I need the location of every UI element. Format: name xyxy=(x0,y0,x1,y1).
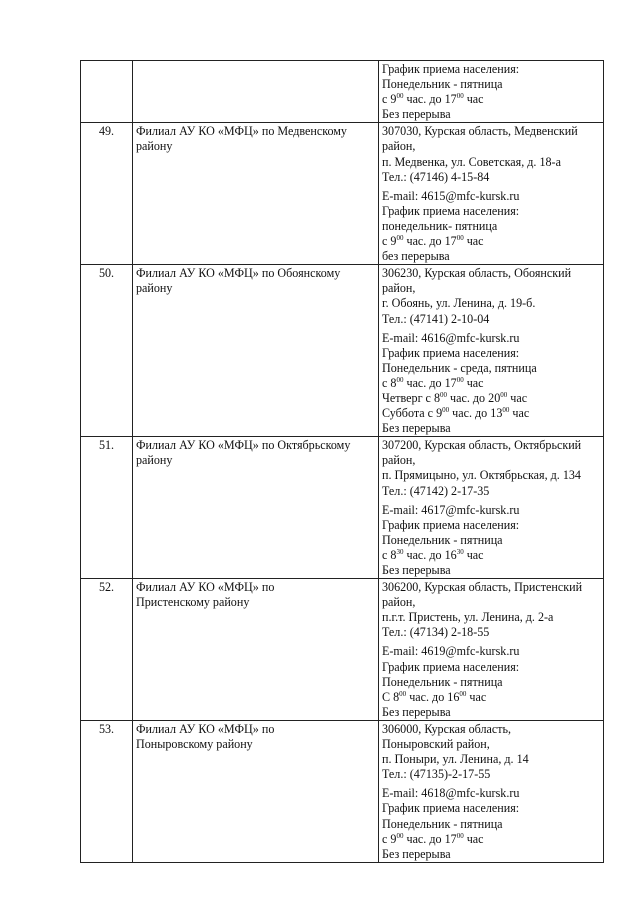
extra-to-h: 13 xyxy=(490,406,503,421)
hours-from-m: 00 xyxy=(399,689,407,698)
branch-name: Филиал АУ КО «МФЦ» по Обоянскому району xyxy=(136,266,341,296)
row-number: 50. xyxy=(98,266,115,281)
schedule-hours xyxy=(382,690,600,705)
table-row xyxy=(81,720,604,862)
address-line-3: п. Прямицыно, ул. Октябрьская, д. 134 xyxy=(382,468,581,483)
extra-end: час xyxy=(510,390,528,405)
hours-from-h: 9 xyxy=(390,92,397,107)
branch-contacts-cell xyxy=(379,579,604,721)
row-number: 53. xyxy=(98,721,115,736)
schedule-hours xyxy=(382,832,600,847)
hours-from-h: 8 xyxy=(393,689,400,704)
hours-prefix: с xyxy=(382,92,388,107)
hours-from-h: 9 xyxy=(390,831,397,846)
extra-from-h: 8 xyxy=(433,390,440,405)
address-line-3: п.г.т. Пристень, ул. Ленина, д. 2-а xyxy=(382,610,554,625)
address-line-2: район, xyxy=(382,139,416,154)
hours-from-m: 00 xyxy=(396,375,404,384)
branch-name-cell xyxy=(133,579,379,721)
schedule-label: График приема населения: xyxy=(382,62,520,76)
row-number: 49. xyxy=(98,124,115,139)
branch-name: Филиал АУ КО «МФЦ» по Поныровскому району xyxy=(136,721,275,752)
email: E-mail: 4615@mfc-kursk.ru xyxy=(382,188,520,203)
schedule-days: Понедельник - среда, пятница xyxy=(382,360,537,375)
row-number-cell xyxy=(81,720,133,862)
row-number-cell xyxy=(81,579,133,721)
address-line-2: район, xyxy=(382,595,416,610)
hours-mid: час. до xyxy=(406,831,442,846)
table-row xyxy=(81,265,604,437)
table-row xyxy=(81,61,604,123)
hours-to-h: 17 xyxy=(444,234,457,249)
hours-from-h: 8 xyxy=(390,547,397,562)
hours-end: час xyxy=(466,375,484,390)
schedule-break: Без перерыва xyxy=(382,704,451,719)
hours-to-h: 17 xyxy=(444,92,457,107)
branch-name-cell xyxy=(133,720,379,862)
phone: Тел.: (47134) 2-18-55 xyxy=(382,625,490,640)
hours-to-h: 16 xyxy=(444,547,457,562)
hours-end: час xyxy=(466,92,484,107)
branch-name: Филиал АУ КО «МФЦ» по Медвенскому району xyxy=(136,124,347,154)
branch-name-cell xyxy=(133,61,379,123)
hours-end: час xyxy=(466,831,484,846)
address-line-2: Поныровский район, xyxy=(382,737,490,752)
hours-from-h: 9 xyxy=(390,234,397,249)
schedule-days: Понедельник - пятница xyxy=(382,674,503,689)
hours-prefix: с xyxy=(382,547,388,562)
hours-mid: час. до xyxy=(406,234,442,249)
address-line-3: п. Медвенка, ул. Советская, д. 18-а xyxy=(382,154,561,169)
extra-from-m: 00 xyxy=(442,406,450,415)
schedule-hours xyxy=(382,548,600,563)
address-line-1: 306230, Курская область, Обоянский xyxy=(382,266,572,281)
address-line-1: 306200, Курская область, Пристенский xyxy=(382,580,583,595)
table-row xyxy=(81,579,604,721)
row-number-cell xyxy=(81,61,133,123)
branch-contacts-cell xyxy=(379,265,604,437)
table-body xyxy=(81,61,604,863)
schedule-label: График приема населения: xyxy=(382,659,520,674)
row-number-cell xyxy=(81,123,133,265)
branch-name-cell xyxy=(133,123,379,265)
hours-from-m: 00 xyxy=(396,234,404,243)
hours-end: час xyxy=(469,689,487,704)
hours-to-m: 00 xyxy=(456,92,464,101)
schedule-break: Без перерыва xyxy=(382,421,451,436)
hours-to-h: 16 xyxy=(447,689,460,704)
email: E-mail: 4617@mfc-kursk.ru xyxy=(382,502,520,517)
hours-to-m: 00 xyxy=(456,234,464,243)
hours-end: час xyxy=(466,547,484,562)
hours-mid: час. до xyxy=(406,547,442,562)
hours-to-m: 00 xyxy=(456,375,464,384)
hours-mid: час. до xyxy=(409,689,445,704)
branch-contacts-cell xyxy=(379,123,604,265)
mfc-branches-table xyxy=(80,60,604,863)
hours-to-h: 17 xyxy=(444,831,457,846)
schedule-label: График приема населения: xyxy=(382,517,520,532)
email: E-mail: 4619@mfc-kursk.ru xyxy=(382,644,520,659)
schedule-label: График приема населения: xyxy=(382,203,520,218)
branch-name-cell xyxy=(133,437,379,579)
branch-name-cell xyxy=(133,265,379,437)
schedule-break: без перерыва xyxy=(382,249,450,264)
hours-to-h: 17 xyxy=(444,375,457,390)
extra-from-m: 00 xyxy=(440,390,447,399)
schedule-days: Понедельник - пятница xyxy=(382,816,503,831)
extra-pre: Суббота с xyxy=(382,406,434,421)
extra-pre: Четверг с xyxy=(382,390,431,405)
extra-to-h: 20 xyxy=(488,390,501,405)
phone: Тел.: (47142) 2-17-35 xyxy=(382,483,490,498)
extra-to-m: 00 xyxy=(500,390,508,399)
schedule-hours xyxy=(382,376,600,391)
hours-mid: час. до xyxy=(406,375,442,390)
schedule-break: Без перерыва xyxy=(382,846,451,861)
extra-to-m: 00 xyxy=(502,406,510,415)
branch-contacts-cell xyxy=(379,61,604,123)
branch-contacts-cell xyxy=(379,720,604,862)
email: E-mail: 4618@mfc-kursk.ru xyxy=(382,786,520,801)
address-line-3: г. Обоянь, ул. Ленина, д. 19-б. xyxy=(382,296,536,311)
row-number: 52. xyxy=(98,580,115,595)
branch-contacts-cell xyxy=(379,437,604,579)
extra-end: час xyxy=(512,406,530,421)
hours-prefix: с xyxy=(382,375,388,390)
row-number-cell xyxy=(81,437,133,579)
branch-name: Филиал АУ КО «МФЦ» по Октябрьскому району xyxy=(136,438,351,468)
email: E-mail: 4616@mfc-kursk.ru xyxy=(382,330,520,345)
schedule-break: Без перерыва xyxy=(382,563,451,577)
row-number-cell xyxy=(81,265,133,437)
hours-prefix: с xyxy=(382,831,388,846)
table-row xyxy=(81,123,604,265)
extra-mid: час. до xyxy=(450,390,486,405)
schedule-days: понедельник- пятница xyxy=(382,218,498,233)
address-line-2: район, xyxy=(382,281,416,296)
schedule-label: График приема населения: xyxy=(382,801,520,816)
table-row xyxy=(81,437,604,579)
hours-end: час xyxy=(466,234,484,249)
branch-name: Филиал АУ КО «МФЦ» по Пристенскому району xyxy=(136,580,275,610)
address-line-1: 307030, Курская область, Медвенский xyxy=(382,124,578,139)
schedule-break: Без перерыва xyxy=(382,107,451,122)
hours-from-m: 30 xyxy=(396,547,404,556)
hours-from-h: 8 xyxy=(390,375,397,390)
address-line-3: п. Поныри, ул. Ленина, д. 14 xyxy=(382,752,529,767)
schedule-label: График приема населения: xyxy=(382,345,520,360)
hours-to-m: 00 xyxy=(456,831,464,840)
hours-to-m: 30 xyxy=(456,547,464,556)
schedule-hours xyxy=(382,92,600,107)
hours-to-m: 00 xyxy=(459,689,467,698)
hours-from-m: 00 xyxy=(396,92,404,101)
extra-mid: час. до xyxy=(452,406,488,421)
hours-from-m: 00 xyxy=(396,831,404,840)
schedule-extra-hours xyxy=(382,391,600,406)
schedule-hours xyxy=(382,234,600,249)
schedule-extra-hours xyxy=(382,406,600,421)
hours-mid: час. до xyxy=(406,92,442,107)
hours-prefix: С xyxy=(382,689,391,704)
extra-from-h: 9 xyxy=(436,406,443,421)
address-line-1: 307200, Курская область, Октябрьский xyxy=(382,438,582,453)
address-line-1: 306000, Курская область, xyxy=(382,721,512,736)
phone: Тел.: (47146) 4-15-84 xyxy=(382,169,490,184)
phone: Тел.: (47135)-2-17-55 xyxy=(382,767,491,782)
schedule-days: Понедельник - пятница xyxy=(382,77,503,92)
address-line-2: район, xyxy=(382,453,416,468)
hours-prefix: с xyxy=(382,234,388,249)
row-number: 51. xyxy=(98,438,115,453)
phone: Тел.: (47141) 2-10-04 xyxy=(382,311,490,326)
schedule-days: Понедельник - пятница xyxy=(382,532,503,547)
